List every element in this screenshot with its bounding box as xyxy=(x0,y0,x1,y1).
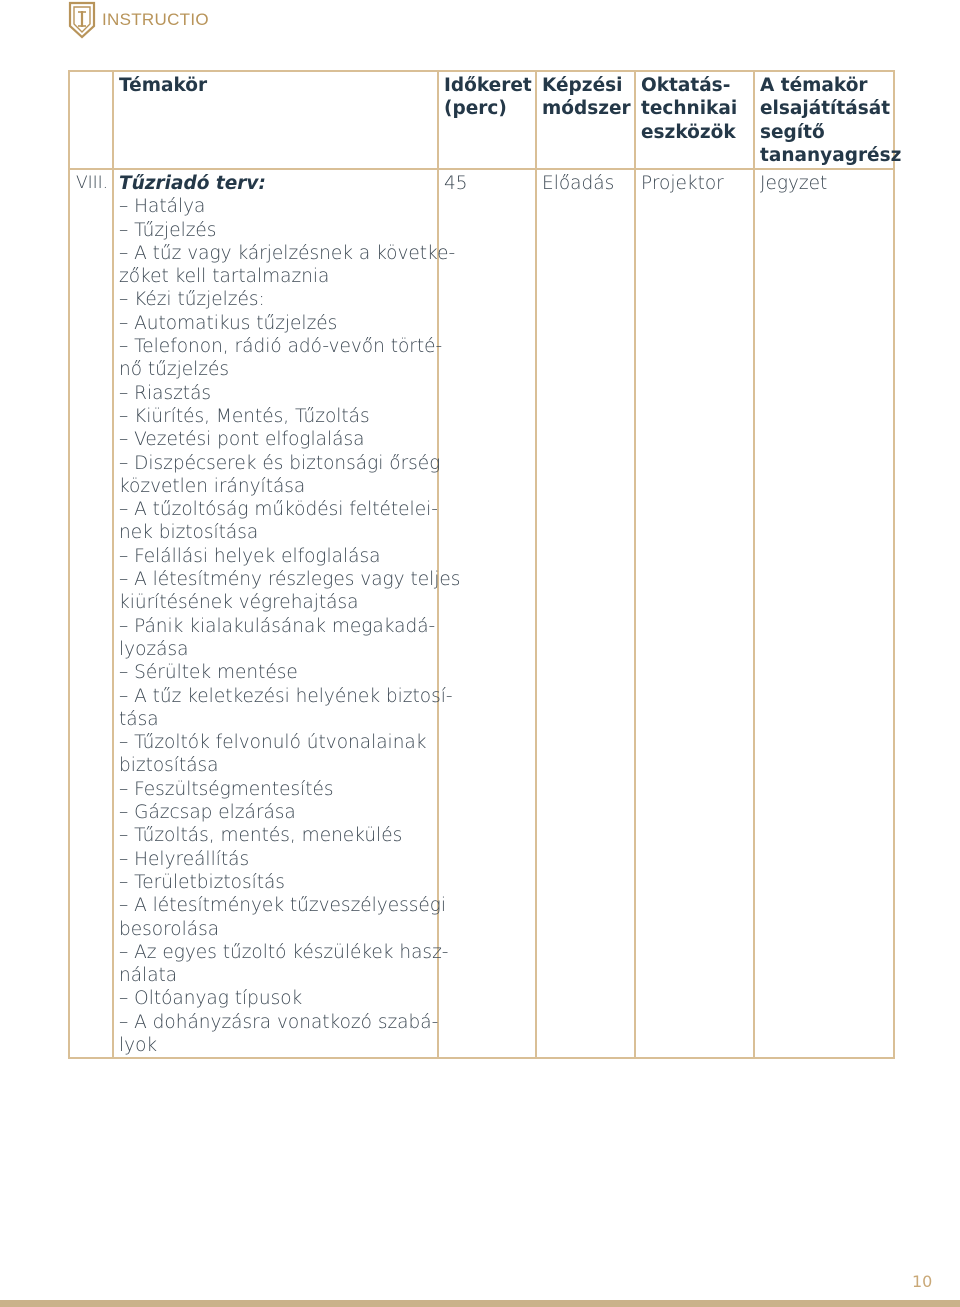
topic-line: – Helyreállítás xyxy=(119,848,250,870)
topic-line: közvetlen irányítása xyxy=(119,475,306,497)
header-tools xyxy=(635,71,754,169)
header-material-line: segítő xyxy=(760,121,825,143)
topic-line: – Feszültségmentesítés xyxy=(119,778,334,800)
header-time-line: (perc) xyxy=(444,98,507,120)
footer-bar xyxy=(0,1300,960,1307)
curriculum-table xyxy=(68,70,902,1059)
header-time-line: Időkeret xyxy=(444,75,532,96)
header-tools-line: eszközök xyxy=(641,121,736,143)
header-method xyxy=(536,71,635,169)
topic-line: – Telefonon, rádió adó-vevőn törté- xyxy=(119,336,443,358)
header-number xyxy=(69,71,113,169)
topic-line: – Hatálya xyxy=(119,196,206,218)
topic-line: – Az egyes tűzoltó készülékek hasz- xyxy=(119,941,449,963)
topic-line: besorolása xyxy=(119,918,220,940)
header-topic: Témakör xyxy=(113,71,438,169)
shield-logo-icon xyxy=(66,0,98,40)
logo-text: INSTRUCTIO xyxy=(102,10,209,29)
instructio-logo xyxy=(66,0,209,40)
topic-line: biztosítása xyxy=(119,755,219,777)
topic-line: – Pánik kialakulásának megakadá- xyxy=(119,615,436,637)
topic-line: lyok xyxy=(119,1034,158,1056)
topic-title: Tűzriadó terv: xyxy=(119,173,266,194)
header-material-line: elsajátítását xyxy=(760,98,891,120)
header-time xyxy=(438,71,536,169)
topic-line: – A létesítmények tűzveszélyességi xyxy=(119,895,447,917)
topic-line: – Vezetési pont elfoglalása xyxy=(119,429,365,451)
header-tools-line: technikai xyxy=(641,98,738,120)
topic-line: – A tűz keletkezési helyének biztosí- xyxy=(119,685,453,707)
topic-lines xyxy=(119,195,461,1057)
topic-line: lyozása xyxy=(119,638,189,660)
material-cell: Jegyzet xyxy=(754,169,894,1058)
topic-line: – Oltóanyag típusok xyxy=(119,988,303,1010)
header-material-line: tananyagrész xyxy=(760,144,902,166)
topic-line: – Területbiztosítás xyxy=(119,871,285,893)
topic-line: zőket kell tartalmaznia xyxy=(119,266,330,288)
topic-line: – Tűzoltók felvonuló útvonalainak xyxy=(119,732,427,754)
method-cell: Előadás xyxy=(536,169,635,1058)
time-cell: 45 xyxy=(438,169,536,1058)
curriculum-table-wrapper xyxy=(68,70,902,1056)
topic-line: – Tűzjelzés xyxy=(119,219,217,241)
topic-line: – Felállási helyek elfoglalása xyxy=(119,545,381,567)
row-number: VIII. xyxy=(69,169,113,1058)
header-method-line: Képzési xyxy=(542,75,623,96)
tools-cell: Projektor xyxy=(635,169,754,1058)
table-header-row xyxy=(69,71,894,169)
header-material xyxy=(754,71,902,169)
header-method-line: módszer xyxy=(542,98,631,120)
topic-line: – A dohányzásra vonatkozó szabá- xyxy=(119,1011,439,1033)
topic-line: nek biztosítása xyxy=(119,522,259,544)
topic-line: – Kézi tűzjelzés: xyxy=(119,289,265,311)
topic-line: – Diszpécserek és biztonsági őrség xyxy=(119,452,441,474)
topic-line: – Gázcsap elzárása xyxy=(119,802,296,824)
topic-line: nálata xyxy=(119,965,178,987)
page-number: 10 xyxy=(912,1272,933,1291)
topic-line: – Automatikus tűzjelzés xyxy=(119,312,338,334)
topic-line: tása xyxy=(119,708,159,730)
topic-line: – Riasztás xyxy=(119,382,212,404)
topic-line: – A tűzoltóság működési feltételei- xyxy=(119,499,438,521)
header-material-line: A témakör xyxy=(760,75,868,96)
topic-line: – Sérültek mentése xyxy=(119,662,298,684)
topic-line: kiürítésének végrehajtása xyxy=(119,592,359,614)
header-tools-line: Oktatás- xyxy=(641,75,731,96)
table-row xyxy=(69,169,894,1058)
topic-line: – Tűzoltás, mentés, menekülés xyxy=(119,825,403,847)
topic-line: – Kiürítés, Mentés, Tűzoltás xyxy=(119,405,370,427)
topic-line: – A tűz vagy kárjelzésnek a követke- xyxy=(119,242,456,264)
topic-line: – A létesítmény részleges vagy teljes xyxy=(119,569,461,591)
topic-line: nő tűzjelzés xyxy=(119,359,230,381)
